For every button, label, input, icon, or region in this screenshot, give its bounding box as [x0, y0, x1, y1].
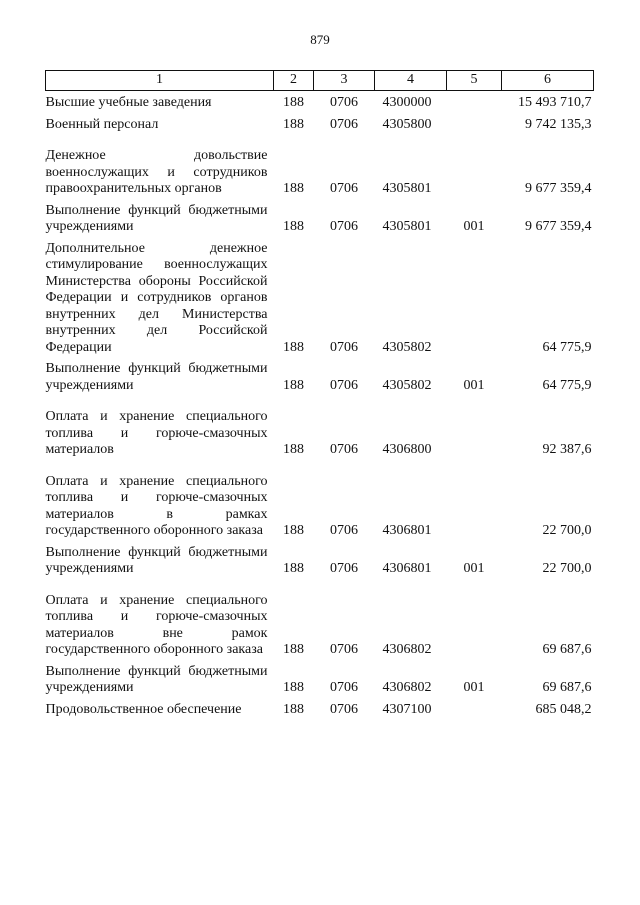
column-header: 1: [46, 71, 274, 91]
table-row: [46, 395, 594, 460]
column-header: 3: [314, 71, 375, 91]
table-row: [46, 113, 594, 135]
row-amount: 69 687,6: [542, 680, 592, 695]
row-target-code: 4305800: [382, 116, 432, 132]
row-target-code: 4305801: [382, 219, 432, 234]
row-expense-type: 001: [463, 680, 485, 695]
row-expense-type: [447, 395, 502, 460]
row-expense-type: [447, 579, 502, 660]
row-target-code: 4305802: [382, 339, 432, 355]
row-target-code: 4300000: [382, 95, 432, 110]
column-header: 2: [274, 71, 314, 91]
row-expense-type: [447, 113, 502, 135]
table-row: [46, 579, 594, 660]
row-amount: 9 677 359,4: [525, 219, 592, 234]
row-ministry-code: 188: [283, 680, 304, 695]
row-ministry-code: 188: [283, 377, 304, 393]
row-ministry-code: 188: [283, 181, 304, 196]
row-section-code: 0706: [330, 642, 358, 657]
row-section-code: 0706: [330, 442, 358, 457]
row-name: Выполнение функций бюджетными учреждениями: [45, 663, 268, 695]
table-row: [46, 357, 594, 395]
row-ministry-code: 188: [283, 701, 304, 717]
row-amount: 64 775,9: [542, 339, 592, 355]
table-row: [46, 541, 594, 579]
row-name: Дополнительное денежное стимулирование военнослужащих Министерства обороны Российской Федерации и сотрудников органов внутренних дел Министерства внутренних дел Российской Федерации: [45, 240, 268, 355]
row-section-code: 0706: [330, 95, 358, 110]
row-ministry-code: 188: [283, 116, 304, 132]
row-name: Продовольственное обеспечение: [45, 701, 242, 717]
row-expense-type: [447, 460, 502, 541]
row-name: Военный персонал: [45, 116, 159, 132]
row-ministry-code: 188: [283, 219, 304, 234]
table-row: [46, 660, 594, 698]
row-amount: 15 493 710,7: [518, 95, 592, 110]
row-amount: 69 687,6: [542, 642, 592, 657]
row-ministry-code: 188: [283, 442, 304, 457]
row-name: Выполнение функций бюджетными учреждениями: [45, 202, 268, 234]
column-header: 5: [447, 71, 502, 91]
page-number: 879: [310, 32, 330, 47]
table-row: [46, 460, 594, 541]
table-row: [46, 91, 594, 113]
row-amount: 22 700,0: [542, 561, 592, 576]
row-section-code: 0706: [330, 181, 358, 196]
table-row: [46, 199, 594, 237]
row-target-code: 4306800: [382, 442, 432, 457]
row-target-code: 4306802: [382, 642, 432, 657]
row-target-code: 4306802: [382, 680, 432, 695]
table-header-row: [46, 71, 594, 91]
row-name: Оплата и хранение специального топлива и горюче-смазочных материалов вне рамок государственного оборонного заказа: [45, 592, 268, 657]
row-target-code: 4306801: [382, 561, 432, 576]
row-amount: 92 387,6: [542, 442, 592, 457]
row-name: Выполнение функций бюджетными учреждениями: [45, 361, 268, 393]
budget-table: [45, 70, 594, 719]
row-amount: 9 742 135,3: [525, 116, 592, 132]
row-section-code: 0706: [330, 561, 358, 576]
row-section-code: 0706: [330, 377, 358, 393]
row-section-code: 0706: [330, 523, 358, 538]
row-section-code: 0706: [330, 680, 358, 695]
row-ministry-code: 188: [283, 339, 304, 355]
row-expense-type: [447, 237, 502, 358]
row-section-code: 0706: [330, 219, 358, 234]
row-amount: 22 700,0: [542, 523, 592, 538]
table-row: [46, 698, 594, 720]
row-name: Высшие учебные заведения: [45, 95, 212, 110]
row-section-code: 0706: [330, 701, 358, 717]
row-expense-type: [447, 134, 502, 199]
row-amount: 64 775,9: [542, 377, 592, 393]
row-name: Выполнение функций бюджетными учреждениями: [45, 544, 268, 576]
row-expense-type: 001: [463, 219, 485, 234]
column-header: 6: [502, 71, 594, 91]
row-ministry-code: 188: [283, 561, 304, 576]
row-ministry-code: 188: [283, 523, 304, 538]
table-row: [46, 134, 594, 199]
row-target-code: 4306801: [382, 523, 432, 538]
row-name: Оплата и хранение специального топлива и горюче-смазочных материалов: [45, 409, 268, 457]
row-expense-type: [447, 91, 502, 113]
row-ministry-code: 188: [283, 642, 304, 657]
row-section-code: 0706: [330, 116, 358, 132]
row-expense-type: [447, 698, 502, 720]
row-amount: 9 677 359,4: [525, 181, 592, 196]
table-row: [46, 237, 594, 358]
row-target-code: 4307100: [382, 701, 432, 717]
row-name: Денежное довольствие военнослужащих и сотрудников правоохранительных органов: [45, 148, 268, 196]
row-expense-type: 001: [463, 561, 485, 576]
row-target-code: 4305802: [382, 377, 432, 393]
row-ministry-code: 188: [283, 95, 304, 110]
row-section-code: 0706: [330, 339, 358, 355]
row-expense-type: 001: [463, 377, 485, 393]
row-name: Оплата и хранение специального топлива и горюче-смазочных материалов в рамках государственного оборонного заказа: [45, 473, 268, 538]
row-target-code: 4305801: [382, 181, 432, 196]
column-header: 4: [375, 71, 447, 91]
row-amount: 685 048,2: [535, 701, 592, 717]
